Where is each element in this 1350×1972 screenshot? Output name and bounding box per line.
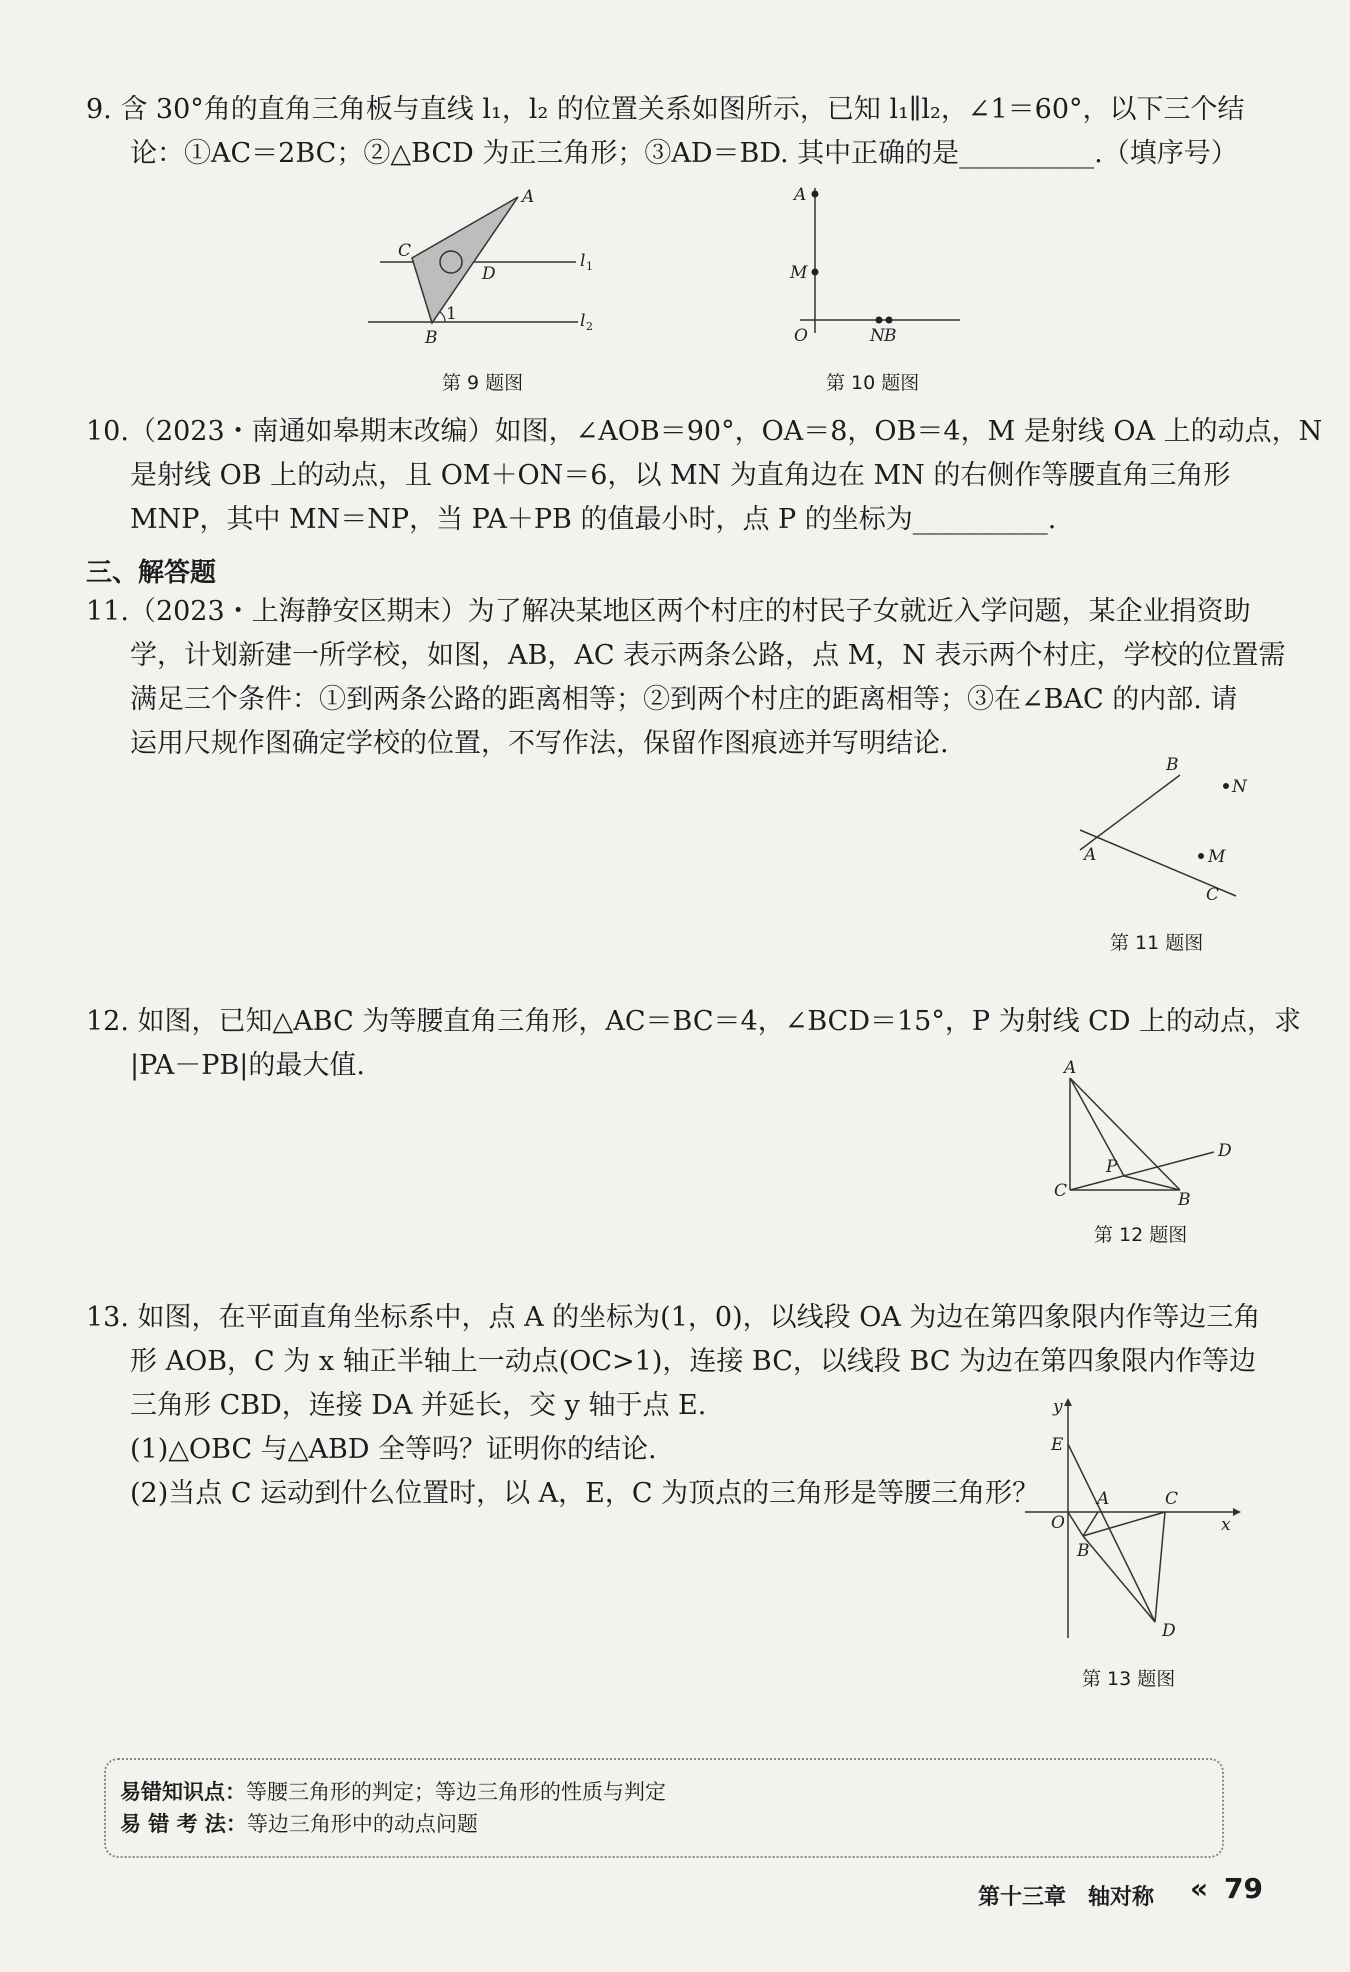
tip-method-label: 易 错 考 法： [120, 1812, 247, 1836]
label-C: C [398, 241, 412, 261]
q11-line3: 满足三个条件：①到两条公路的距离相等；②到两个村庄的距离相等；③在∠BAC 的内部. 请 [130, 684, 1238, 715]
q9-caption: 第 9 题图 [442, 372, 524, 394]
label-A: A [1084, 845, 1097, 865]
road-AB [1080, 775, 1180, 850]
q9-figure [360, 180, 630, 355]
y-axis-arrow [1064, 1398, 1072, 1406]
tip-method-value: 等边三角形中的动点问题 [246, 1812, 478, 1836]
error-tips-box [104, 1758, 1224, 1858]
segment-PB [1124, 1176, 1180, 1190]
tip-knowledge-value: 等腰三角形的判定；等边三角形的性质与判定 [246, 1780, 666, 1804]
label-D: D [1218, 1141, 1232, 1161]
label-E: E [1051, 1435, 1064, 1455]
segment-OB [1068, 1512, 1083, 1536]
label-D: D [1162, 1621, 1176, 1641]
q9-line1: 9. 含 30°角的直角三角板与直线 l₁，l₂ 的位置关系如图所示，已知 l₁∥l₂，∠1＝60°，以下三个结 [86, 94, 1245, 125]
tip-knowledge [120, 1776, 666, 1806]
label-A: A [522, 187, 535, 207]
q11-caption: 第 11 题图 [1110, 932, 1204, 954]
q12-line2: |PA－PB|的最大值. [130, 1050, 365, 1081]
chevron-left-icon: « [1190, 1872, 1209, 1905]
q12-figure [1040, 1060, 1240, 1210]
q9-line2: 论：①AC＝2BC；②△BCD 为正三角形；③AD＝BD. 其中正确的是__________.（填序号） [130, 138, 1238, 169]
label-M: M [1208, 847, 1226, 867]
q10-figure [780, 180, 970, 355]
label-B: B [1166, 755, 1179, 775]
label-C: C [1206, 885, 1220, 905]
chapter-title: 第十三章 轴对称 [978, 1885, 1155, 1910]
label-B: B [425, 328, 438, 348]
label-l2: l [580, 311, 586, 331]
q13-figure [1015, 1390, 1250, 1652]
label-A: A [794, 185, 807, 205]
label-y: y [1053, 1397, 1063, 1417]
label-1: 1 [446, 304, 457, 324]
point-B [886, 317, 893, 324]
q11-line1: 11.（2023・上海静安区期末）为了解决某地区两个村庄的村民子女就近入学问题，某企业捐资助 [86, 596, 1251, 627]
village-M [1198, 853, 1204, 859]
q13-line4: (1)△OBC 与△ABD 全等吗？证明你的结论. [130, 1434, 657, 1465]
q13-caption: 第 13 题图 [1082, 1668, 1176, 1690]
village-N [1223, 783, 1229, 789]
page-number: 79 [1224, 1872, 1263, 1905]
q12-caption: 第 12 题图 [1094, 1224, 1188, 1246]
tip-method [120, 1808, 478, 1838]
x-axis-arrow [1233, 1508, 1241, 1516]
label-B: B [884, 326, 897, 346]
q13-line1: 13. 如图，在平面直角坐标系中，点 A 的坐标为(1，0)，以线段 OA 为边在第四象限内作等边三角 [86, 1302, 1261, 1333]
label-A: A [1064, 1060, 1077, 1078]
q10-caption: 第 10 题图 [826, 372, 920, 394]
point-N [876, 317, 883, 324]
q11-figure [1070, 730, 1250, 910]
label-N: N [870, 326, 885, 346]
point-M [812, 269, 819, 276]
label-O: O [1051, 1513, 1065, 1533]
label-M: M [790, 263, 808, 283]
label-A: A [1097, 1489, 1110, 1509]
q10-line1: 10.（2023・南通如皋期末改编）如图，∠AOB＝90°，OA＝8，OB＝4，M 是射线 OA 上的动点，N [86, 416, 1323, 447]
label-l2-sub: 2 [586, 320, 593, 333]
side-AB [1070, 1078, 1180, 1190]
label-D: D [482, 264, 496, 284]
label-N: N [1232, 777, 1247, 797]
label-B: B [1178, 1190, 1191, 1210]
point-A [812, 191, 819, 198]
label-B: B [1077, 1541, 1090, 1561]
q13-line5: (2)当点 C 运动到什么位置时，以 A，E，C 为顶点的三角形是等腰三角形？ [130, 1478, 1040, 1509]
q13-line2: 形 AOB，C 为 x 轴正半轴上一动点(OC>1)，连接 BC，以线段 BC 为边在第四象限内作等边 [130, 1346, 1257, 1377]
section-heading: 三、解答题 [86, 558, 217, 588]
segment-CD [1155, 1512, 1165, 1622]
label-l1: l [580, 251, 586, 271]
q12-line1: 12. 如图，已知△ABC 为等腰直角三角形，AC＝BC＝4，∠BCD＝15°，P 为射线 CD 上的动点，求 [86, 1006, 1302, 1037]
ray-CD [1070, 1152, 1214, 1190]
tip-knowledge-label: 易错知识点： [120, 1780, 246, 1804]
triangle-plate [412, 197, 518, 323]
q10-line2: 是射线 OB 上的动点，且 OM＋ON＝6，以 MN 为直角边在 MN 的右侧作等腰直角三角形 [130, 460, 1231, 491]
label-O: O [794, 326, 808, 346]
label-l1-sub: 1 [586, 260, 593, 273]
label-C: C [1054, 1181, 1068, 1201]
q11-line4: 运用尺规作图确定学校的位置，不写作法，保留作图痕迹并写明结论. [130, 728, 949, 759]
label-x: x [1221, 1515, 1231, 1535]
angle-1-arc [440, 312, 445, 322]
q10-line3: MNP，其中 MN＝NP，当 PA＋PB 的值最小时，点 P 的坐标为__________. [130, 504, 1057, 535]
label-P: P [1106, 1157, 1118, 1177]
q11-line2: 学，计划新建一所学校，如图，AB，AC 表示两条公路，点 M，N 表示两个村庄，学校的位置需 [130, 640, 1286, 671]
q13-line3: 三角形 CBD，连接 DA 并延长，交 y 轴于点 E. [130, 1390, 707, 1421]
label-C: C [1165, 1489, 1179, 1509]
